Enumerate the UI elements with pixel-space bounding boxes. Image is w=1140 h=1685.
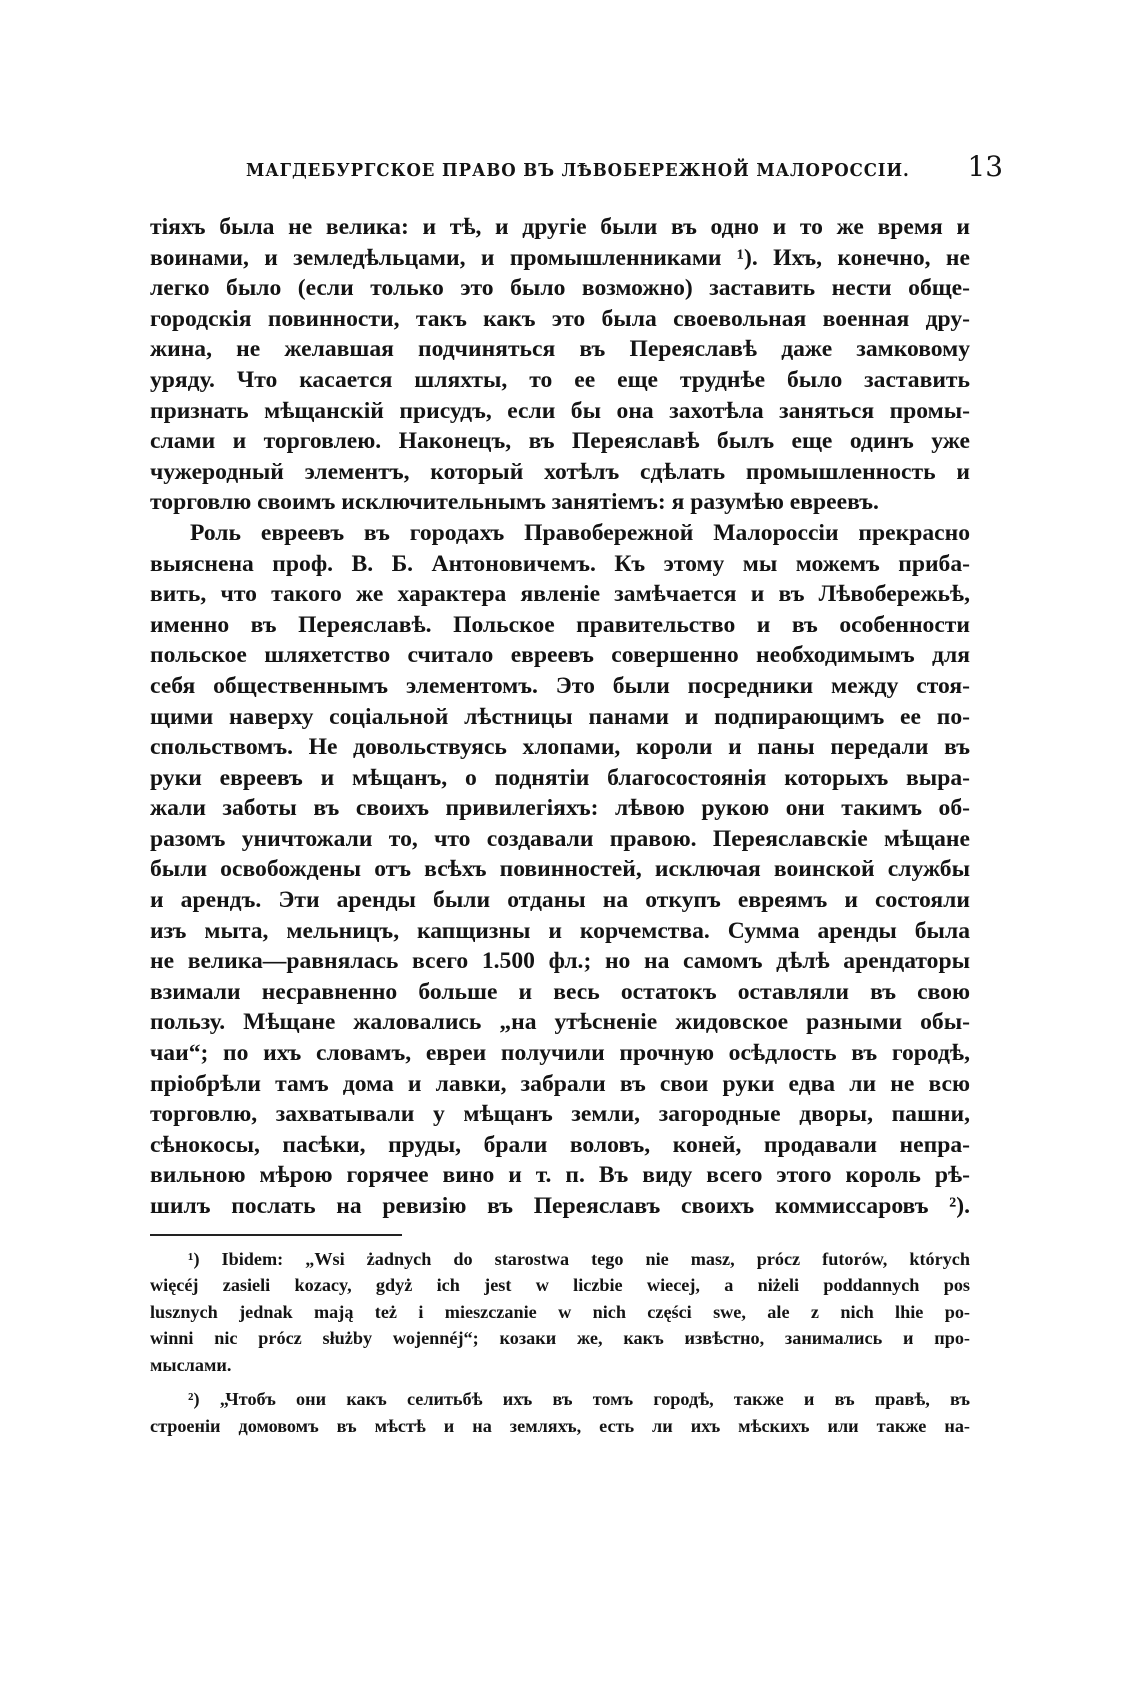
- text-line: торговлю, захватывали у мѣщанъ земли, загородные дворы, пашни,: [150, 1101, 970, 1128]
- text-line: выяснена проф. В. Б. Антоновичемъ. Къ этому мы можемъ приба-: [150, 550, 970, 577]
- text-line: пользу. Мѣщане жаловались „на утѣсненіе жидовское разными обы-: [150, 1009, 970, 1036]
- text-line: руки евреевъ и мѣщанъ, о поднятіи благосостоянія которыхъ выра-: [150, 764, 970, 791]
- text-line: вить, что такого же характера явленіе замѣчается и въ Лѣвобережьѣ,: [150, 581, 970, 608]
- page-number: 13: [967, 150, 1004, 183]
- book-page: [150, 150, 1004, 1439]
- text-line: изъ мыта, мельницъ, капщизны и корчемства. Сумма аренды была: [150, 917, 970, 944]
- text-line: торговлю своимъ исключительнымъ занятіемъ: я разумѣю евреевъ.: [150, 489, 879, 516]
- footnote-line: мыслами.: [150, 1354, 232, 1375]
- text-line: щими наверху соціальной лѣстницы панами и подпирающимъ ее по-: [150, 703, 970, 730]
- footnote-line: lusznych jednak mają też i mieszczanie w nich części swe, ale z nich lhie po-: [150, 1301, 970, 1322]
- paragraph-2: [150, 518, 970, 1222]
- text-line: легко было (если только это было возможно) заставить нести обще-: [150, 275, 970, 302]
- text-line: себя общественнымъ элементомъ. Это были посредники между стоя-: [150, 672, 970, 699]
- text-line: воинами, и земледѣльцами, и промышленниками ¹). Ихъ, конечно, не: [150, 244, 970, 271]
- text-line: спольствомъ. Не довольствуясь хлопами, короли и паны передали въ: [150, 734, 970, 761]
- text-line: чаи“; по ихъ словамъ, евреи получили прочную осѣдлость въ городѣ,: [150, 1040, 970, 1067]
- text-line: уряду. Что касается шляхты, то ее еще труднѣе было заставить: [150, 366, 970, 393]
- text-line: и арендъ. Эти аренды были отданы на откупъ евреямъ и состояли: [150, 887, 970, 914]
- footnote-2: [150, 1386, 970, 1439]
- footnote-spacer: [150, 1378, 970, 1386]
- text-line: взимали несравненно больше и весь остатокъ оставляли въ свою: [150, 978, 970, 1005]
- running-header: [150, 150, 1004, 190]
- footnote-line: ²) „Чтобъ они какъ селитьбѣ ихъ въ томъ городѣ, также и въ правѣ, въ: [188, 1389, 970, 1410]
- footnote-line: winni nic prócz służby wojennéj“; козаки же, какъ извѣстно, занимались и про-: [150, 1328, 970, 1349]
- text-line: были освобождены отъ всѣхъ повинностей, исключая воинской службы: [150, 856, 970, 883]
- text-line: шилъ послать на ревизію въ Переяславъ своихъ коммиссаровъ ²).: [150, 1193, 970, 1219]
- footnote-line: ¹) Ibidem: „Wsi żadnych do starostwa tego nie masz, prócz futorów, których: [188, 1248, 970, 1269]
- footnote-line: więcéj zasieli kozacy, gdyż ich jest w liczbie wiecej, a niżeli poddannych pos: [150, 1275, 970, 1296]
- paragraph-1: [150, 212, 970, 518]
- footnote-line: строеніи домовомъ въ мѣстѣ и на земляхъ, есть ли ихъ мѣскихъ или также на-: [150, 1415, 970, 1436]
- text-line: тіяхъ была не велика: и тѣ, и другіе были въ одно и то же время и: [150, 214, 970, 240]
- running-title: МАГДЕБУРГСКОЕ ПРАВО ВЪ ЛѢВОБЕРЕЖНОЙ МАЛОРОССІИ.: [246, 160, 910, 181]
- text-line: Роль евреевъ въ городахъ Правобережной Малороссіи прекрасно: [190, 519, 970, 546]
- text-line: сѣнокосы, пасѣки, пруды, брали воловъ, коней, продавали непра-: [150, 1131, 970, 1158]
- text-line: разомъ уничтожали то, что создавали правою. Переяславскіе мѣщане: [150, 825, 970, 852]
- text-line: чужеродный элементъ, который хотѣлъ сдѣлать промышленность и: [150, 458, 970, 485]
- main-text: [150, 212, 970, 1222]
- text-line: слами и торговлею. Наконецъ, въ Переяславѣ былъ еще одинъ уже: [150, 428, 970, 455]
- text-line: признать мѣщанскій присудъ, если бы она захотѣла заняться промы-: [150, 397, 970, 424]
- footnote-1: [150, 1246, 970, 1379]
- text-line: жина, не желавшая подчиняться въ Переяславѣ даже замковому: [150, 336, 970, 363]
- text-line: польское шляхетство считало евреевъ совершенно необходимымъ для: [150, 642, 970, 669]
- text-line: не велика—равнялась всего 1.500 фл.; но на самомъ дѣлѣ арендаторы: [150, 948, 970, 975]
- footnotes: [150, 1246, 970, 1440]
- text-line: городскія повинности, такъ какъ это была своевольная военная дру-: [150, 305, 970, 332]
- text-line: пріобрѣли тамъ дома и лавки, забрали въ свои руки едва ли не всю: [150, 1070, 970, 1097]
- text-line: именно въ Переяславѣ. Польское правительство и въ особенности: [150, 611, 970, 638]
- text-line: вильною мѣрою горячее вино и т. п. Въ виду всего этого король рѣ-: [150, 1162, 970, 1189]
- footnote-divider: [150, 1234, 402, 1236]
- text-line: жали заботы въ своихъ привилегіяхъ: лѣвою рукою они такимъ об-: [150, 795, 970, 822]
